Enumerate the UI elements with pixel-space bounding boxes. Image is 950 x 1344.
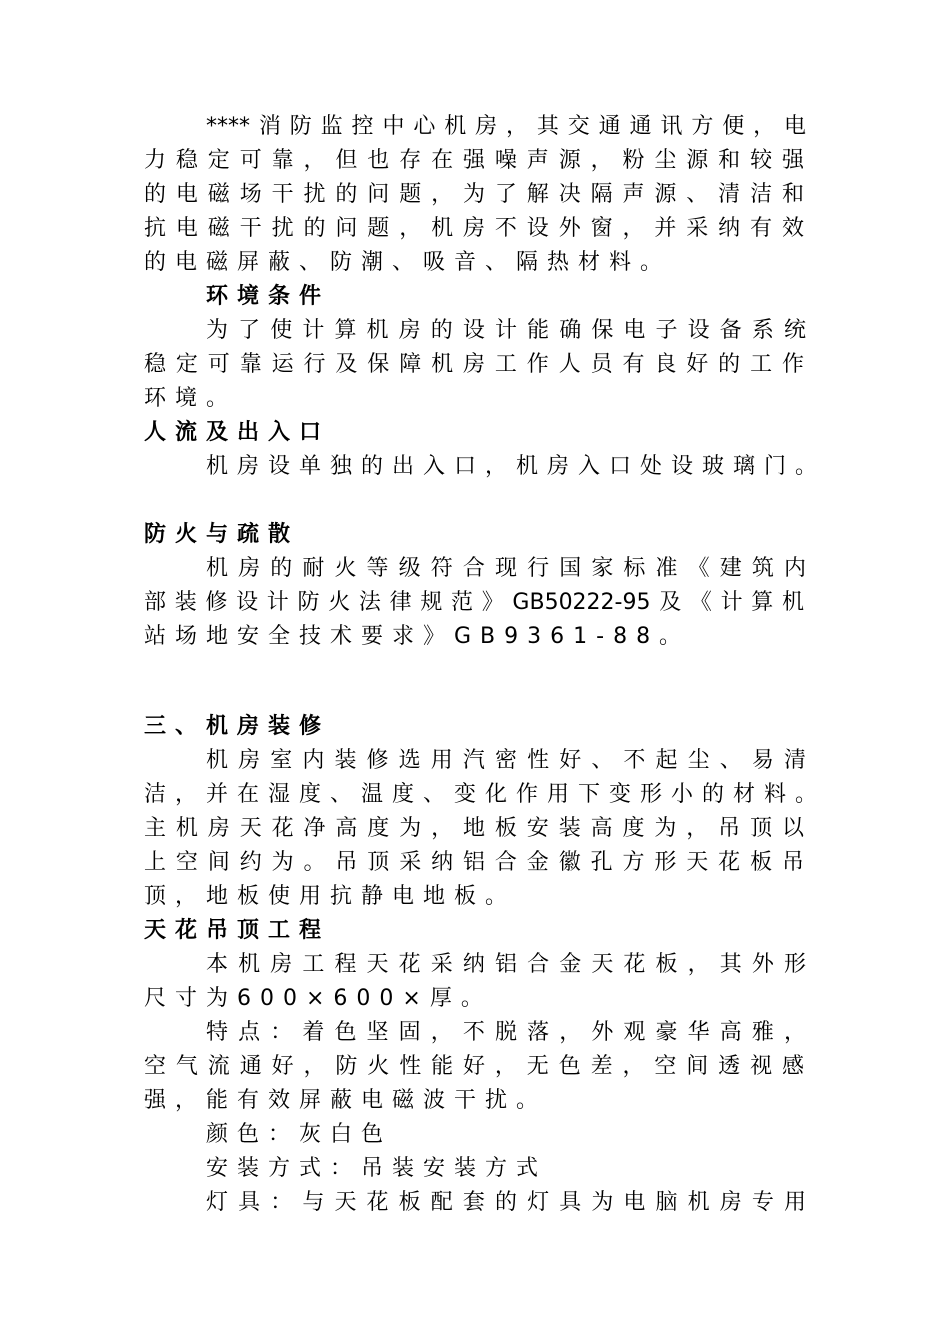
paragraph-line: 抗电磁干扰的问题，机房不设外窗，并采纳有效: [144, 216, 804, 241]
paragraph-line: 强，能有效屏蔽电磁波干扰。: [144, 1088, 548, 1113]
paragraph-line: 本机房工程天花采纳铝合金天花板，其外形: [206, 952, 806, 977]
section-heading: 人流及出入口: [144, 420, 331, 445]
paragraph-line: 的电磁屏蔽、防潮、吸音、隔热材料。: [144, 250, 672, 275]
paragraph-line: 尺寸为600×600×厚。: [144, 986, 492, 1011]
section-heading: 环境条件: [206, 284, 331, 309]
paragraph-line: 安装方式：吊装安装方式: [206, 1156, 548, 1181]
paragraph-line: 颜色：灰白色: [206, 1122, 393, 1147]
paragraph-line: 主机房天花净高度为，地板安装高度为，吊顶以: [144, 816, 804, 841]
paragraph-line: 环境。: [144, 386, 238, 411]
paragraph-line: 部装修设计防火法律规范》GB50222-95及《计算机: [144, 590, 804, 615]
paragraph-line: 机房室内装修选用汽密性好、不起尘、易清: [206, 748, 806, 773]
paragraph-line: 力稳定可靠，但也存在强噪声源，粉尘源和较强: [144, 148, 804, 173]
paragraph-line: 为了使计算机房的设计能确保电子设备系统: [206, 318, 806, 343]
section-heading: 防火与疏散: [144, 522, 300, 547]
paragraph-line: 上空间约为。吊顶采纳铝合金徽孔方形天花板吊: [144, 850, 804, 875]
paragraph-line: 洁，并在湿度、温度、变化作用下变形小的材料。: [144, 782, 827, 807]
paragraph-line: 的电磁场干扰的问题，为了解决隔声源、清洁和: [144, 182, 804, 207]
paragraph-line: 站场地安全技术要求》GB9361-88。: [144, 624, 691, 649]
paragraph-line: 机房设单独的出入口，机房入口处设玻璃门。: [206, 454, 827, 479]
paragraph-line: 顶，地板使用抗静电地板。: [144, 884, 517, 909]
paragraph-line: ****消防监控中心机房，其交通通讯方便，电: [206, 114, 806, 139]
section-heading: 天花吊顶工程: [144, 918, 331, 943]
paragraph-line: 灯具：与天花板配套的灯具为电脑机房专用: [206, 1190, 806, 1215]
section-heading: 三、机房装修: [144, 714, 331, 739]
paragraph-line: 稳定可靠运行及保障机房工作人员有良好的工作: [144, 352, 804, 377]
paragraph-line: 空气流通好，防火性能好，无色差，空间透视感: [144, 1054, 804, 1079]
paragraph-line: 机房的耐火等级符合现行国家标准《建筑内: [206, 556, 806, 581]
paragraph-line: 特点：着色坚固，不脱落，外观豪华高雅，: [206, 1020, 806, 1045]
